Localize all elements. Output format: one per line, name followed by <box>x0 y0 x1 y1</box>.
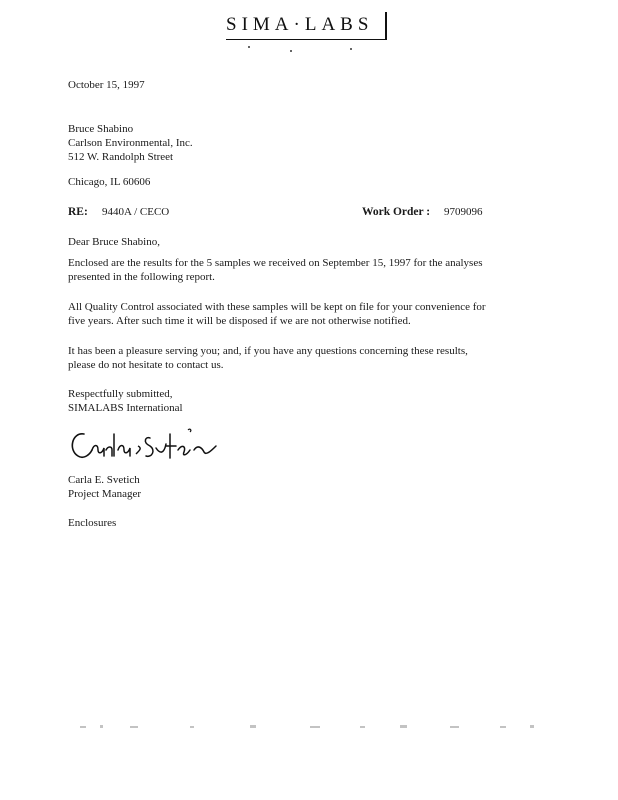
work-order-label: Work Order : <box>362 206 431 218</box>
letterhead-logo: SIMA·LABS <box>226 14 374 35</box>
signer-name: Carla E. Svetich <box>68 474 140 486</box>
handwritten-signature <box>66 420 226 466</box>
closing-line-2: SIMALABS International <box>68 402 183 414</box>
re-label: RE: <box>68 206 88 218</box>
scan-speck <box>248 46 250 48</box>
work-order-value: 9709096 <box>444 206 483 218</box>
body-paragraph-1-line-1: Enclosed are the results for the 5 samples we received on September 15, 1997 for the analyses <box>68 257 483 269</box>
recipient-street: 512 W. Randolph Street <box>68 151 174 163</box>
enclosures-note: Enclosures <box>68 517 117 529</box>
body-paragraph-3-line-2: please do not hesitate to contact us. <box>68 359 224 371</box>
body-paragraph-1-line-2: presented in the following report. <box>68 271 215 283</box>
letterhead-bar <box>385 12 387 40</box>
body-paragraph-3-line-1: It has been a pleasure serving you; and, if you have any questions concerning these results, <box>68 345 468 357</box>
recipient-company: Carlson Environmental, Inc. <box>68 137 193 149</box>
scan-speck <box>350 48 352 50</box>
letterhead-rule <box>226 39 386 40</box>
scan-noise-strip <box>70 724 550 730</box>
signer-title: Project Manager <box>68 488 141 500</box>
recipient-name: Bruce Shabino <box>68 123 134 135</box>
body-paragraph-2-line-1: All Quality Control associated with these samples will be kept on file for your convenience for <box>68 301 486 313</box>
recipient-city: Chicago, IL 60606 <box>68 176 151 188</box>
scan-speck <box>290 50 292 52</box>
body-paragraph-2-line-2: five years. After such time it will be disposed if we are not otherwise notified. <box>68 315 411 327</box>
closing-line-1: Respectfully submitted, <box>68 388 173 400</box>
salutation: Dear Bruce Shabino, <box>68 236 160 248</box>
letter-date: October 15, 1997 <box>68 79 145 91</box>
re-value: 9440A / CECO <box>102 206 170 218</box>
